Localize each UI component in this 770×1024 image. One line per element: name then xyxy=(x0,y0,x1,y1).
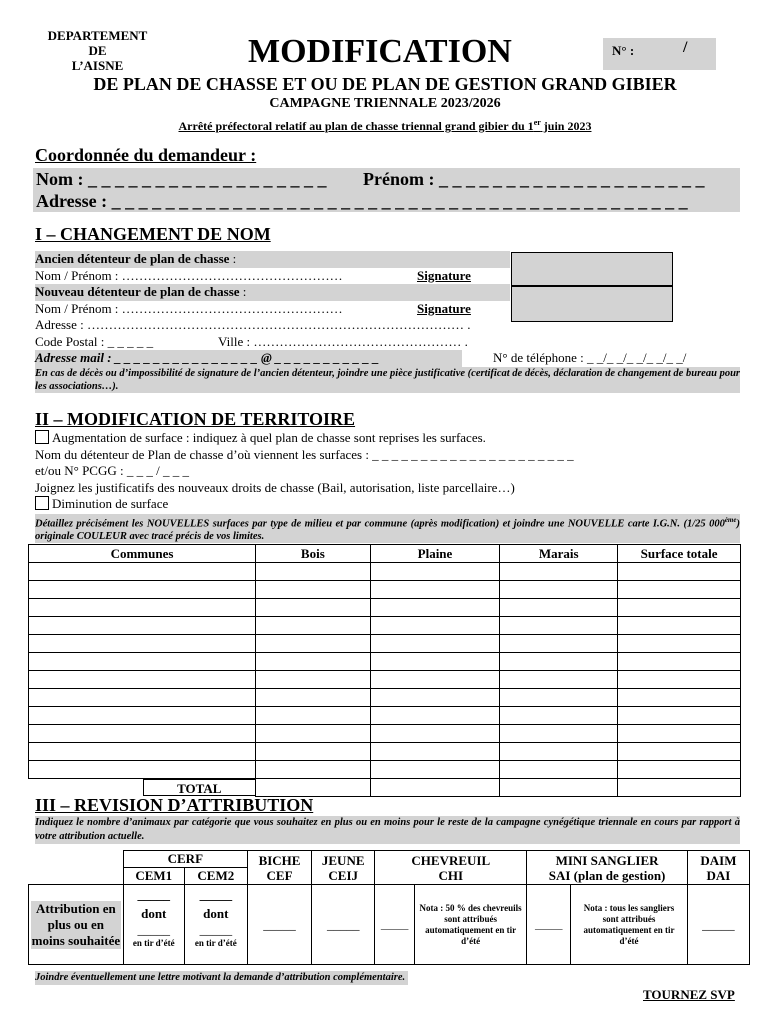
campaign: CAMPAGNE TRIENNALE 2023/2026 xyxy=(269,96,501,111)
territory-cell[interactable] xyxy=(500,563,618,581)
territory-cell[interactable] xyxy=(29,581,256,599)
territory-cell[interactable] xyxy=(29,743,256,761)
territory-cell[interactable] xyxy=(256,743,371,761)
cem2-blank: _____ xyxy=(199,887,233,902)
number-label: N° : xyxy=(612,43,635,58)
territory-cell[interactable] xyxy=(256,581,371,599)
page-title: MODIFICATION xyxy=(248,33,512,70)
territory-row xyxy=(29,635,741,653)
territory-cell[interactable] xyxy=(618,635,741,653)
territory-cell[interactable] xyxy=(370,599,500,617)
daim-cell[interactable]: _____ xyxy=(687,885,749,965)
territory-cell[interactable] xyxy=(29,761,256,779)
territory-cell[interactable] xyxy=(370,581,500,599)
adresse-row[interactable]: Adresse : …………………………………………………………………………… . xyxy=(35,317,471,332)
jeune-cell[interactable]: _____ xyxy=(312,885,375,965)
email-phone-row xyxy=(35,350,740,367)
row-label-cell xyxy=(29,885,124,965)
territory-row xyxy=(29,653,741,671)
territory-cell[interactable] xyxy=(500,743,618,761)
territory-cell[interactable] xyxy=(500,689,618,707)
adresse-field[interactable]: Adresse : _ _ _ _ _ _ _ _ _ _ _ _ _ _ _ _ _ _ _ _ _ _ _ _ _ _ _ _ _ _ _ _ _ _ _ _ _ _ _ _ _ _ _ xyxy=(36,191,688,211)
section-1-note: En cas de décès ou d’impossibilité de signature de l’ancien détenteur, joindre une pièce justificative (certificat de décès, déclaration de changement de bureau pour les associations…). xyxy=(35,367,740,392)
signature-box-1[interactable] xyxy=(511,252,673,286)
cem2-dont: dont xyxy=(203,906,229,921)
chevreuil-header xyxy=(375,851,527,885)
territory-cell[interactable] xyxy=(500,653,618,671)
sanglier-input-cell[interactable]: _____ xyxy=(527,885,571,965)
cem2-cell[interactable] xyxy=(184,885,247,965)
arrete-line xyxy=(0,115,770,134)
number-box[interactable] xyxy=(603,38,716,70)
chevreuil-nota: Nota : 50 % des chevreuils sont attribués automatiquement en tir d’été xyxy=(414,885,526,965)
nouveau-row xyxy=(35,284,510,301)
tournez-svp: TOURNEZ SVP xyxy=(643,987,735,1002)
territory-cell[interactable] xyxy=(256,617,371,635)
territory-cell[interactable] xyxy=(256,707,371,725)
territory-cell[interactable] xyxy=(370,725,500,743)
augmentation-label: Augmentation de surface : indiquez à quel plan de chasse sont reprises les surfaces. xyxy=(52,430,486,445)
section-2-note-text: Détaillez précisément les NOUVELLES surfaces par type de milieu et par commune (après modification) et joindre une NOUVELLE carte I.G.N. (1/25 000 xyxy=(35,518,725,529)
total-marais[interactable] xyxy=(500,779,618,797)
cem1-en-tir: en tir d’été xyxy=(132,938,175,948)
arrete-date: juin 2023 xyxy=(540,119,592,133)
cp-ville-row xyxy=(35,334,740,351)
territory-cell[interactable] xyxy=(618,761,741,779)
code-postal-field[interactable]: Code Postal : _ _ _ _ _ xyxy=(35,333,154,349)
telephone-field[interactable]: N° de téléphone : _ _/_ _/_ _/_ _/_ _/ xyxy=(493,350,687,365)
territory-row xyxy=(29,581,741,599)
territory-cell[interactable] xyxy=(370,707,500,725)
territory-cell[interactable] xyxy=(500,671,618,689)
total-blank xyxy=(29,779,143,796)
territory-row xyxy=(29,725,741,743)
daim-header xyxy=(687,851,749,885)
signature-box-2[interactable] xyxy=(511,286,673,322)
territory-cell[interactable] xyxy=(29,653,256,671)
territory-cell[interactable] xyxy=(29,671,256,689)
signature-1-label: Signature xyxy=(417,267,471,283)
territory-cell[interactable] xyxy=(370,761,500,779)
territory-row xyxy=(29,599,741,617)
nom-detenteur-field[interactable]: Nom du détenteur de Plan de chasse d’où viennent les surfaces : _ _ _ _ _ _ _ _ _ _ _ _ _ _ _ _ _ _ _ _ _ xyxy=(35,446,574,462)
total-bois[interactable] xyxy=(256,779,371,797)
dai-label: DAI xyxy=(706,867,731,883)
jeune-label: JEUNE xyxy=(321,852,365,868)
territory-cell[interactable] xyxy=(256,671,371,689)
territory-cell[interactable] xyxy=(29,617,256,635)
cem2-header: CEM2 xyxy=(184,868,247,885)
territory-cell[interactable] xyxy=(618,707,741,725)
territory-row xyxy=(29,743,741,761)
territory-cell[interactable] xyxy=(29,635,256,653)
territory-cell[interactable] xyxy=(500,599,618,617)
cem1-header: CEM1 xyxy=(123,868,184,885)
jeune-header xyxy=(312,851,375,885)
chi-label: CHI xyxy=(438,867,464,883)
sai-label: SAI (plan de gestion) xyxy=(548,867,666,883)
cem1-blank: _____ xyxy=(137,887,170,902)
territory-cell[interactable] xyxy=(29,563,256,581)
section-2-note xyxy=(35,514,740,544)
pcgg-field[interactable]: et/ou N° PCGG : _ _ _ / _ _ _ xyxy=(35,463,189,478)
prenom-field[interactable]: Prénom : _ _ _ _ _ _ _ _ _ _ _ _ _ _ _ _ _ _ _ _ xyxy=(363,169,705,189)
signature-2-label: Signature xyxy=(417,300,471,316)
col-surface-totale: Surface totale xyxy=(618,545,741,563)
sanglier-nota: Nota : tous les sangliers sont attribués automatiquement en tir d’été xyxy=(571,885,688,965)
ceij-label: CEIJ xyxy=(328,867,359,883)
territory-rows xyxy=(29,563,741,779)
cerf-header: CERF xyxy=(123,851,247,868)
territory-cell[interactable] xyxy=(29,725,256,743)
territory-cell[interactable] xyxy=(618,581,741,599)
territory-row xyxy=(29,563,741,581)
justificatifs-text: Joignez les justificatifs des nouveaux droits de chasse (Bail, autorisation, liste parcellaire…) xyxy=(35,479,515,495)
email-field[interactable]: Adresse mail : _ _ _ _ _ _ _ _ _ _ _ _ _ _ _ @ _ _ _ _ _ _ _ _ _ _ _ xyxy=(35,350,462,367)
territory-cell[interactable] xyxy=(370,671,500,689)
nouveau-nom-prenom[interactable]: Nom / Prénom : …………………………………………… xyxy=(35,300,343,316)
department-block xyxy=(30,28,165,73)
diminution-checkbox[interactable] xyxy=(35,496,49,510)
territory-cell[interactable] xyxy=(500,617,618,635)
territory-row xyxy=(29,617,741,635)
total-surface[interactable] xyxy=(618,779,741,797)
cem1-dont-blank: _____ xyxy=(137,922,170,937)
territory-row xyxy=(29,689,741,707)
territory-cell[interactable] xyxy=(370,743,500,761)
nouveau-label: Nouveau détenteur de plan de chasse xyxy=(35,284,240,299)
section-1-title: I – CHANGEMENT DE NOM xyxy=(35,224,271,244)
total-label: TOTAL xyxy=(143,779,256,796)
territory-cell[interactable] xyxy=(256,563,371,581)
diminution-row xyxy=(35,496,740,513)
cem1-dont: dont xyxy=(141,906,167,921)
biche-header xyxy=(247,851,311,885)
chevreuil-label: CHEVREUIL xyxy=(411,852,491,868)
ancien-nom-prenom[interactable]: Nom / Prénom : …………………………………………… xyxy=(35,267,343,283)
territory-cell[interactable] xyxy=(370,689,500,707)
total-spacer xyxy=(29,779,256,797)
subtitle: DE PLAN DE CHASSE ET OU DE PLAN DE GESTION GRAND GIBIER xyxy=(93,74,677,94)
territory-cell[interactable] xyxy=(29,689,256,707)
corner-blank xyxy=(29,851,124,868)
cem2-en-tir: en tir d’été xyxy=(194,938,237,948)
section-3-intro: Indiquez le nombre d’animaux par catégorie que vous souhaitez en plus ou en moins pour le reste de la campagne cynégétique triennale en cours par rapport à votre attribution actuelle. xyxy=(35,817,740,842)
territory-cell[interactable] xyxy=(618,725,741,743)
col-communes: Communes xyxy=(29,545,256,563)
arrete-sup: er xyxy=(533,118,541,127)
territory-cell[interactable] xyxy=(500,635,618,653)
augmentation-row xyxy=(35,430,740,447)
territory-cell[interactable] xyxy=(370,653,500,671)
total-plaine[interactable] xyxy=(370,779,500,797)
cem1-cell[interactable] xyxy=(123,885,184,965)
territory-cell[interactable] xyxy=(618,617,741,635)
cem2-dont-blank: _____ xyxy=(199,922,233,937)
corner-blank-2 xyxy=(29,868,124,885)
territory-cell[interactable] xyxy=(256,635,371,653)
territory-row xyxy=(29,761,741,779)
territory-cell[interactable] xyxy=(29,599,256,617)
territory-cell[interactable] xyxy=(256,599,371,617)
territory-cell[interactable] xyxy=(618,671,741,689)
biche-cell[interactable]: _____ xyxy=(247,885,311,965)
territory-cell[interactable] xyxy=(370,563,500,581)
col-plaine: Plaine xyxy=(370,545,500,563)
department-line-2: DE xyxy=(88,43,107,58)
territory-cell[interactable] xyxy=(618,563,741,581)
territory-cell[interactable] xyxy=(618,743,741,761)
territory-cell[interactable] xyxy=(500,581,618,599)
territory-cell[interactable] xyxy=(256,725,371,743)
territory-cell[interactable] xyxy=(500,707,618,725)
cef-label: CEF xyxy=(266,867,293,883)
section-2-note-end: ) originale COULEUR avec tracé précis de vos limites. xyxy=(35,518,740,542)
diminution-label: Diminution de surface xyxy=(52,496,169,511)
territory-cell[interactable] xyxy=(500,725,618,743)
department-line-3: L’AISNE xyxy=(71,58,124,73)
section-3-footer-note: Joindre éventuellement une lettre motivant la demande d’attribution complémentaire. xyxy=(35,971,408,985)
nouveau-colon: : xyxy=(239,284,247,299)
col-bois: Bois xyxy=(256,545,371,563)
territory-cell[interactable] xyxy=(29,707,256,725)
mini-sanglier-header xyxy=(527,851,688,885)
department-line-1: DEPARTEMENT xyxy=(47,28,148,43)
arrete-text: Arrêté préfectoral relatif au plan de chasse triennal grand gibier du 1 xyxy=(178,119,534,133)
ville-field[interactable]: Ville : ………………………………………… . xyxy=(218,333,468,349)
territory-cell[interactable] xyxy=(256,653,371,671)
territory-row xyxy=(29,707,741,725)
territory-table xyxy=(28,544,741,797)
section-2-title: II – MODIFICATION DE TERRITOIRE xyxy=(35,409,356,429)
ancien-colon: : xyxy=(229,251,237,266)
row-label: Attribution en plus ou en moins souhaitée xyxy=(31,900,121,948)
territory-cell[interactable] xyxy=(618,653,741,671)
section-2-note-sup: ème xyxy=(724,515,737,524)
territory-cell[interactable] xyxy=(500,761,618,779)
territory-cell[interactable] xyxy=(256,761,371,779)
biche-label: BICHE xyxy=(258,852,301,868)
nom-field[interactable]: Nom : _ _ _ _ _ _ _ _ _ _ _ _ _ _ _ _ _ _ xyxy=(36,169,327,189)
territory-cell[interactable] xyxy=(370,617,500,635)
attribution-table xyxy=(28,850,750,965)
mini-sanglier-label: MINI SANGLIER xyxy=(555,852,659,868)
applicant-heading: Coordonnée du demandeur : xyxy=(35,145,257,165)
ancien-row xyxy=(35,251,510,268)
section-3-title: III – REVISION D’ATTRIBUTION xyxy=(35,795,314,815)
territory-row xyxy=(29,671,741,689)
ancien-label: Ancien détenteur de plan de chasse xyxy=(35,251,230,266)
section-2-body xyxy=(35,430,740,543)
territory-cell[interactable] xyxy=(256,689,371,707)
territory-cell[interactable] xyxy=(618,689,741,707)
territory-cell[interactable] xyxy=(618,599,741,617)
daim-label: DAIM xyxy=(700,852,737,868)
territory-cell[interactable] xyxy=(370,635,500,653)
applicant-block xyxy=(33,168,740,212)
augmentation-checkbox[interactable] xyxy=(35,430,49,444)
col-marais: Marais xyxy=(500,545,618,563)
chevreuil-input-cell[interactable]: _____ xyxy=(375,885,415,965)
number-slash: / xyxy=(683,39,688,56)
